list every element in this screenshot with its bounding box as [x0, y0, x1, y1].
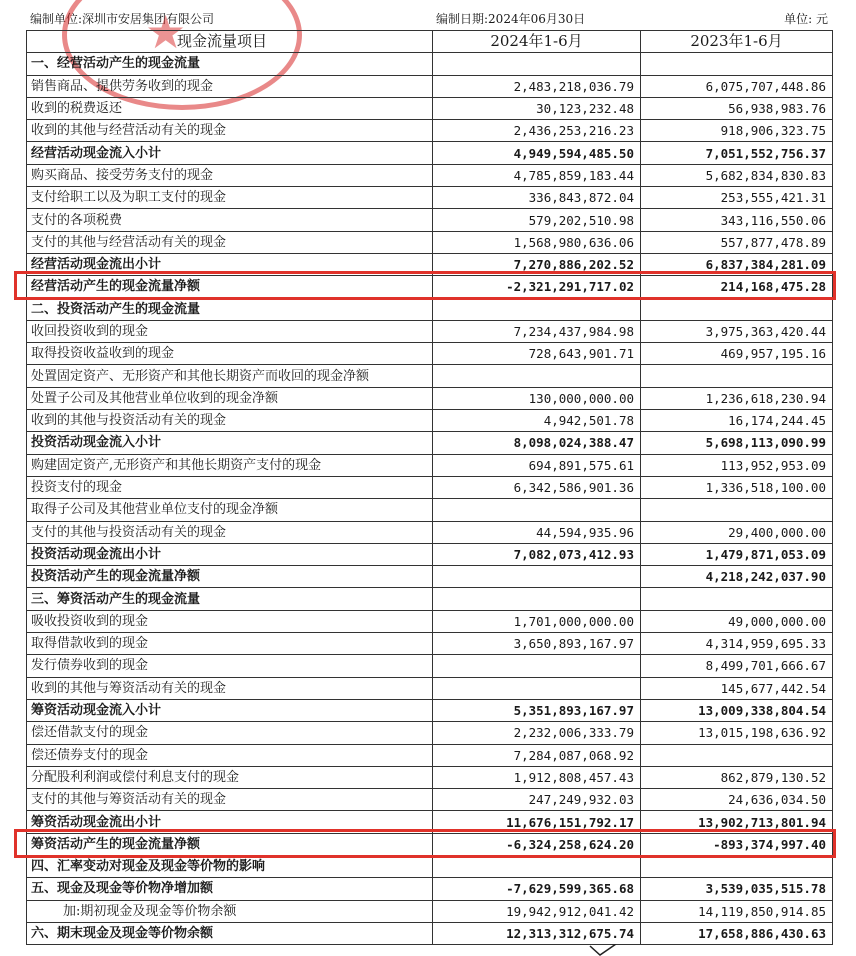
row-label: 投资活动现金流出小计	[27, 543, 433, 565]
value-2023: 1,236,618,230.94	[641, 387, 833, 409]
value-2024: -7,629,599,365.68	[433, 878, 641, 900]
value-2024: 6,342,586,901.36	[433, 476, 641, 498]
table-row	[27, 855, 833, 877]
table-row	[27, 633, 833, 655]
preparing-unit: 编制单位:深圳市安居集团有限公司	[30, 12, 215, 26]
column-header-2023: 2023年1-6月	[641, 31, 833, 53]
row-label: 收到的其他与经营活动有关的现金	[27, 120, 433, 142]
table-row	[27, 298, 833, 320]
value-2024: 2,436,253,216.23	[433, 120, 641, 142]
value-2024	[433, 365, 641, 387]
cash-flow-table	[26, 30, 833, 945]
table-row	[27, 164, 833, 186]
table-row	[27, 521, 833, 543]
table-row	[27, 120, 833, 142]
value-2024: 5,351,893,167.97	[433, 699, 641, 721]
value-2023: 17,658,886,430.63	[641, 922, 833, 944]
value-2023: 1,336,518,100.00	[641, 476, 833, 498]
table-row	[27, 410, 833, 432]
row-label: 支付的其他与经营活动有关的现金	[27, 231, 433, 253]
value-2023: 145,677,442.54	[641, 677, 833, 699]
row-label: 取得投资收益收到的现金	[27, 343, 433, 365]
value-2024: -2,321,291,717.02	[433, 276, 641, 298]
value-2023: 29,400,000.00	[641, 521, 833, 543]
value-2023: 6,837,384,281.09	[641, 253, 833, 275]
row-label: 支付给职工以及为职工支付的现金	[27, 187, 433, 209]
table-row	[27, 744, 833, 766]
value-2023	[641, 855, 833, 877]
row-label: 支付的其他与筹资活动有关的现金	[27, 789, 433, 811]
preparation-date: 编制日期:2024年06月30日	[436, 12, 586, 26]
value-2023	[641, 588, 833, 610]
value-2024: -6,324,258,624.20	[433, 833, 641, 855]
row-label: 收到的其他与筹资活动有关的现金	[27, 677, 433, 699]
table-row	[27, 343, 833, 365]
table-row	[27, 811, 833, 833]
row-label: 四、汇率变动对现金及现金等价物的影响	[27, 855, 433, 877]
column-header-item: 现金流量项目	[27, 31, 433, 53]
table-row	[27, 53, 833, 75]
value-2024: 2,483,218,036.79	[433, 75, 641, 97]
row-label: 支付的其他与投资活动有关的现金	[27, 521, 433, 543]
value-2023: 5,682,834,830.83	[641, 164, 833, 186]
value-2023: 343,116,550.06	[641, 209, 833, 231]
value-2023: 6,075,707,448.86	[641, 75, 833, 97]
value-2024: 44,594,935.96	[433, 521, 641, 543]
row-label: 购建固定资产,无形资产和其他长期资产支付的现金	[27, 454, 433, 476]
row-label: 筹资活动现金流出小计	[27, 811, 433, 833]
table-row	[27, 499, 833, 521]
value-2024	[433, 855, 641, 877]
value-2024: 1,912,808,457.43	[433, 766, 641, 788]
value-2023: 56,938,983.76	[641, 97, 833, 119]
row-label: 经营活动现金流入小计	[27, 142, 433, 164]
table-row	[27, 566, 833, 588]
value-2023: 14,119,850,914.85	[641, 900, 833, 922]
value-2023: 253,555,421.31	[641, 187, 833, 209]
value-2024: 7,284,087,068.92	[433, 744, 641, 766]
row-label: 偿还债券支付的现金	[27, 744, 433, 766]
value-2024	[433, 655, 641, 677]
table-body	[27, 53, 833, 945]
value-2023: 13,015,198,636.92	[641, 722, 833, 744]
seal-star-icon: ★	[145, 5, 187, 59]
value-2023: 13,009,338,804.54	[641, 699, 833, 721]
table-row	[27, 789, 833, 811]
value-2024: 12,313,312,675.74	[433, 922, 641, 944]
table-row	[27, 476, 833, 498]
table-row	[27, 187, 833, 209]
table-row	[27, 432, 833, 454]
value-2023: 49,000,000.00	[641, 610, 833, 632]
row-label: 二、投资活动产生的现金流量	[27, 298, 433, 320]
row-label: 购买商品、接受劳务支付的现金	[27, 164, 433, 186]
table-row	[27, 75, 833, 97]
table-row	[27, 878, 833, 900]
value-2023: 3,539,035,515.78	[641, 878, 833, 900]
value-2024: 7,234,437,984.98	[433, 320, 641, 342]
table-row	[27, 922, 833, 944]
table-row	[27, 142, 833, 164]
table-row	[27, 766, 833, 788]
row-label: 取得借款收到的现金	[27, 633, 433, 655]
value-2024: 8,098,024,388.47	[433, 432, 641, 454]
table-row	[27, 454, 833, 476]
row-label: 投资活动现金流入小计	[27, 432, 433, 454]
value-2023: -893,374,997.40	[641, 833, 833, 855]
table-row	[27, 677, 833, 699]
report-header	[0, 8, 856, 28]
row-label: 销售商品、提供劳务收到的现金	[27, 75, 433, 97]
value-2023: 3,975,363,420.44	[641, 320, 833, 342]
value-2023: 113,952,953.09	[641, 454, 833, 476]
table-row	[27, 231, 833, 253]
row-label: 一、经营活动产生的现金流量	[27, 53, 433, 75]
table-header-row	[27, 31, 833, 53]
value-2024	[433, 588, 641, 610]
row-label: 取得子公司及其他营业单位支付的现金净额	[27, 499, 433, 521]
row-label: 加:期初现金及现金等价物余额	[27, 900, 433, 922]
value-2024: 30,123,232.48	[433, 97, 641, 119]
value-2024: 1,568,980,636.06	[433, 231, 641, 253]
value-2024	[433, 298, 641, 320]
value-2024	[433, 53, 641, 75]
row-label: 经营活动现金流出小计	[27, 253, 433, 275]
value-2024	[433, 499, 641, 521]
value-2023: 16,174,244.45	[641, 410, 833, 432]
value-2023: 4,218,242,037.90	[641, 566, 833, 588]
table-row	[27, 387, 833, 409]
value-2024: 247,249,932.03	[433, 789, 641, 811]
value-2024: 579,202,510.98	[433, 209, 641, 231]
row-label: 筹资活动现金流入小计	[27, 699, 433, 721]
row-label: 筹资活动产生的现金流量净额	[27, 833, 433, 855]
value-2023: 557,877,478.89	[641, 231, 833, 253]
row-label: 投资支付的现金	[27, 476, 433, 498]
value-2023: 469,957,195.16	[641, 343, 833, 365]
value-2024: 2,232,006,333.79	[433, 722, 641, 744]
table-row	[27, 833, 833, 855]
row-label: 收回投资收到的现金	[27, 320, 433, 342]
table-row	[27, 209, 833, 231]
value-2024: 4,949,594,485.50	[433, 142, 641, 164]
row-label: 发行债券收到的现金	[27, 655, 433, 677]
table-row	[27, 900, 833, 922]
value-2024: 4,942,501.78	[433, 410, 641, 432]
value-2023	[641, 365, 833, 387]
value-2023: 1,479,871,053.09	[641, 543, 833, 565]
pen-mark	[588, 944, 618, 956]
value-2024: 130,000,000.00	[433, 387, 641, 409]
table-row	[27, 722, 833, 744]
value-2024	[433, 677, 641, 699]
row-label: 处置固定资产、无形资产和其他长期资产而收回的现金净额	[27, 365, 433, 387]
row-label: 五、现金及现金等价物净增加额	[27, 878, 433, 900]
value-2023: 5,698,113,090.99	[641, 432, 833, 454]
value-2024: 4,785,859,183.44	[433, 164, 641, 186]
value-2024: 1,701,000,000.00	[433, 610, 641, 632]
value-2023: 24,636,034.50	[641, 789, 833, 811]
currency-unit: 单位: 元	[784, 12, 828, 26]
value-2023: 4,314,959,695.33	[641, 633, 833, 655]
table-row	[27, 253, 833, 275]
value-2023: 8,499,701,666.67	[641, 655, 833, 677]
value-2024: 11,676,151,792.17	[433, 811, 641, 833]
row-label: 收到的其他与投资活动有关的现金	[27, 410, 433, 432]
value-2023: 214,168,475.28	[641, 276, 833, 298]
row-label: 处置子公司及其他营业单位收到的现金净额	[27, 387, 433, 409]
column-header-2024: 2024年1-6月	[433, 31, 641, 53]
row-label: 投资活动产生的现金流量净额	[27, 566, 433, 588]
value-2023	[641, 499, 833, 521]
table-row	[27, 276, 833, 298]
table-row	[27, 588, 833, 610]
value-2024	[433, 566, 641, 588]
value-2023: 862,879,130.52	[641, 766, 833, 788]
value-2023: 13,902,713,801.94	[641, 811, 833, 833]
table-row	[27, 699, 833, 721]
value-2023: 918,906,323.75	[641, 120, 833, 142]
table-row	[27, 543, 833, 565]
table-row	[27, 610, 833, 632]
table-row	[27, 320, 833, 342]
row-label: 收到的税费返还	[27, 97, 433, 119]
value-2024: 728,643,901.71	[433, 343, 641, 365]
value-2023	[641, 53, 833, 75]
table-row	[27, 365, 833, 387]
table-row	[27, 97, 833, 119]
row-label: 经营活动产生的现金流量净额	[27, 276, 433, 298]
value-2024: 336,843,872.04	[433, 187, 641, 209]
row-label: 六、期末现金及现金等价物余额	[27, 922, 433, 944]
value-2024: 19,942,912,041.42	[433, 900, 641, 922]
value-2024: 7,082,073,412.93	[433, 543, 641, 565]
value-2023: 7,051,552,756.37	[641, 142, 833, 164]
row-label: 支付的各项税费	[27, 209, 433, 231]
row-label: 三、筹资活动产生的现金流量	[27, 588, 433, 610]
row-label: 吸收投资收到的现金	[27, 610, 433, 632]
value-2024: 694,891,575.61	[433, 454, 641, 476]
value-2023	[641, 298, 833, 320]
row-label: 偿还借款支付的现金	[27, 722, 433, 744]
value-2024: 3,650,893,167.97	[433, 633, 641, 655]
row-label: 分配股利利润或偿付利息支付的现金	[27, 766, 433, 788]
value-2023	[641, 744, 833, 766]
table-row	[27, 655, 833, 677]
value-2024: 7,270,886,202.52	[433, 253, 641, 275]
